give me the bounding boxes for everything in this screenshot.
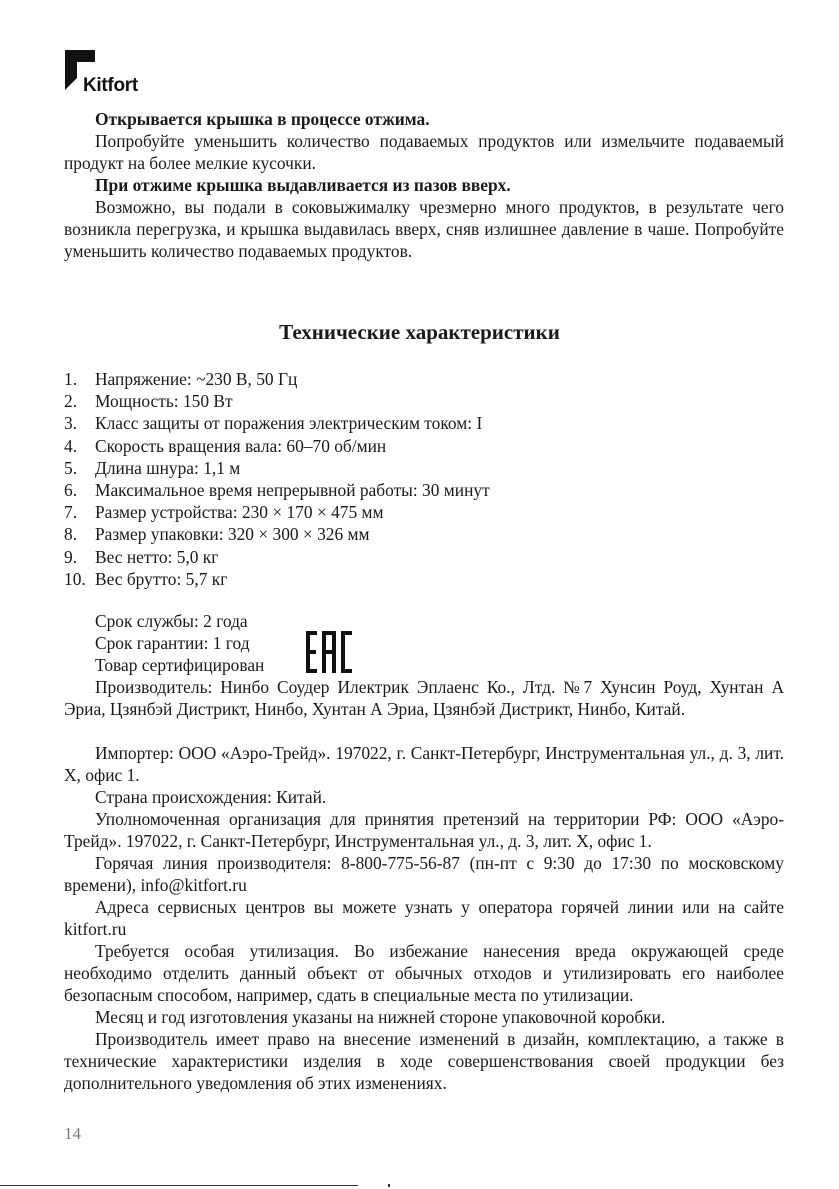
manufacture-date: Месяц и год изготовления указаны на нижней стороне упаковочной коробки. [95,1007,666,1027]
spec-item: 6. Максимальное время непрерывной работы: 30 минут [64,480,490,501]
disposal: Требуется особая утилизация. Во избежание нанесения вреда окружающей среде необходимо отделить данный объект от обычных отходов и утилизировать его наиболее безопасным способом, например, сдать в специальные места по утилизации. [64,941,784,1005]
spec-item: 2. Мощность: 150 Вт [64,391,233,412]
brand-name: Kitfort [83,75,138,96]
spec-item: 4. Скорость вращения вала: 60–70 об/мин [64,435,387,456]
specs-title: Технические характеристики [279,320,560,344]
spec-item: 10. Вес брутто: 5,7 кг [64,568,228,589]
warranty: Срок гарантии: 1 год [95,633,250,653]
importer: Импортер: ООО «Аэро-Трейд». 197022, г. Санкт-Петербург, Инструментальная ул., д. 3, лит. Х, офис 1. [64,743,784,785]
trouble-heading-2: При отжиме крышка выдавливается из пазов вверх. [95,175,511,195]
service-life: Срок службы: 2 года [95,611,248,631]
trouble-text-2: Возможно, вы подали в соковыжималку чрезмерно много продуктов, в результате чего возникла перегрузка, и крышка выдавилась вверх, сняв излишнее давление в чаше. Попробуйте уменьшить количество подаваемых продуктов. [64,197,784,261]
spec-item: 9. Вес нетто: 5,0 кг [64,546,219,567]
spec-item: 5. Длина шнура: 1,1 м [64,457,241,478]
spec-item: 7. Размер устройства: 230 × 170 × 475 мм [64,502,384,523]
trouble-text-1: Попробуйте уменьшить количество подаваемых продуктов или измельчите подаваемый продукт на более мелкие кусочки. [64,131,784,173]
hotline: Горячая линия производителя: 8-800-775-56-87 (пн-пт с 9:30 до 17:30 по московскому времени), info@kitfort.ru [64,853,784,895]
changes-notice: Производитель имеет право на внесение изменений в дизайн, комплектацию, а также в технические характеристики изделия в ходе совершенствования своей продукции без дополнительного уведомления об этих изменениях. [64,1029,784,1093]
specs-list [64,368,490,590]
authorized-organization: Уполномоченная организация для принятия претензий на территории РФ: ООО «Аэро-Трейд». 197022, г. Санкт-Петербург, Инструментальная ул., д. 3, лит. Х, офис 1. [64,809,784,851]
spec-item: 3. Класс защиты от поражения электрическим током: I [64,413,483,434]
trouble-heading-1: Открывается крышка в процессе отжима. [95,109,430,129]
service-centers: Адреса сервисных центров вы можете узнать у оператора горячей линии или на сайте kitfort.ru [64,897,784,939]
country-of-origin: Страна происхождения: Китай. [95,787,327,807]
spec-item: 8. Размер упаковки: 320 × 300 × 326 мм [64,524,370,545]
bottom-tick [388,1184,390,1187]
kitfort-logo [63,50,173,98]
eac-mark-icon [306,631,352,673]
certified: Товар сертифицирован [95,655,265,675]
manufacturer: Производитель: Нинбо Соудер Илектрик Эплаенс Ко., Лтд. №7 Хунсин Роуд, Хунтан А Эриа, Цзянбэй Дистрикт, Нинбо, Хунтан А Эриа, Цзянбэй Дистрикт, Нинбо, Китай. [64,677,784,719]
page-number: 14 [64,1124,81,1143]
spec-item: 1. Напряжение: ~230 В, 50 Гц [64,369,298,389]
bottom-rule [0,1185,358,1186]
